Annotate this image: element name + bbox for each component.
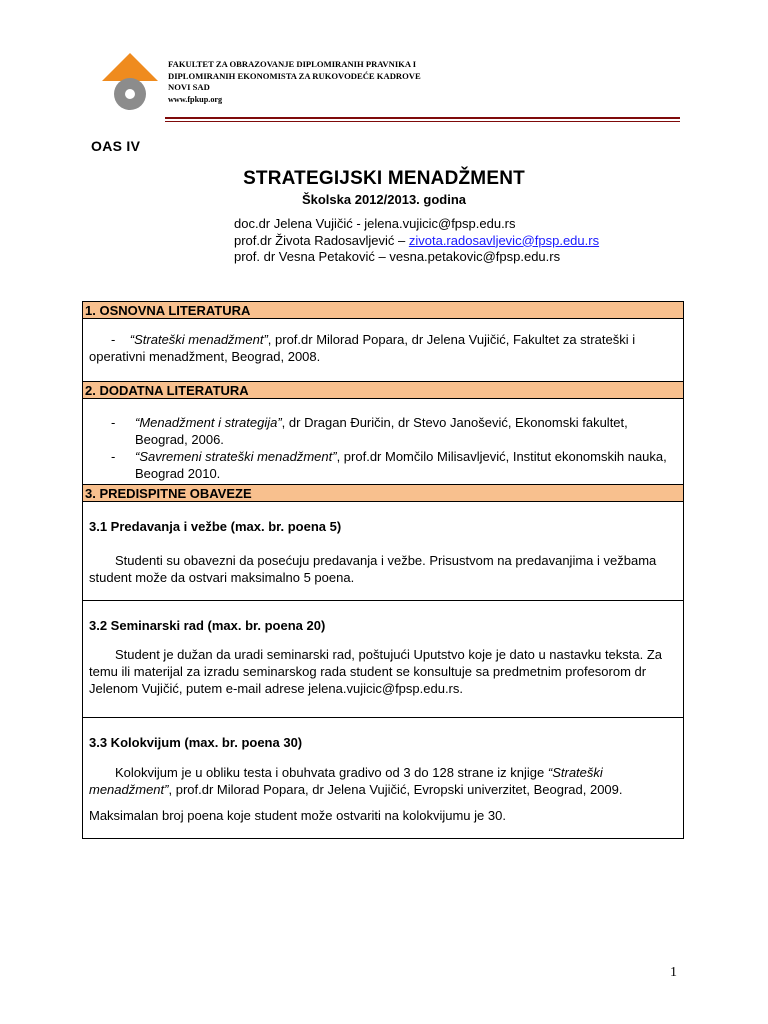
book-details: , dr Dragan Đuričin, dr Stevo Janošević, Ekonomski fakultet, Beograd, 2006. <box>135 415 628 447</box>
document-header <box>100 52 690 122</box>
subsection-3-3 <box>83 718 683 838</box>
author-3: prof. dr Vesna Petaković – vesna.petakovic@fpsp.edu.rs <box>234 249 561 264</box>
page-number: 1 <box>670 965 677 980</box>
list-dash: - <box>111 449 116 464</box>
list-dash: - <box>111 332 116 347</box>
author-2-name: prof.dr Života Radosavljević – <box>234 232 409 248</box>
literature-item <box>83 414 683 448</box>
subsection-3-3-max-points: Maksimalan broj poena koje student može ostvariti na kolokvijumu je 30. <box>89 808 506 823</box>
author-2-email-link[interactable]: zivota.radosavljevic@fpsp.edu.rs <box>408 232 600 248</box>
author-2 <box>234 233 599 250</box>
authors-list <box>234 216 599 266</box>
literature-item <box>89 331 673 365</box>
logo-triangle <box>102 53 158 81</box>
course-title: STRATEGIJSKI MENADŽMENT <box>243 168 525 189</box>
section-2-heading: 2. DODATNA LITERATURA <box>83 382 683 399</box>
subsection-3-2-text: Student je dužan da uradi seminarski rad, poštujući Uputstvo koje je dato u nastavku teksta. Za temu ili materijal za izradu seminarskog rada student se konsultuje sa predmetnim profesorom dr Jelenom Vujičić, putem e-mail adrese jelena.vujicic@fpsp.edu.rs. <box>89 647 663 696</box>
subsection-3-1-text: Studenti su obavezni da posećuju predavanja i vežbe. Prisustvom na predavanjima i vežbama student može da ostvari maksimalno 5 poena. <box>89 553 657 585</box>
text-before-book: Kolokvijum je u obliku testa i obuhvata gradivo od 3 do 128 strane iz knjige <box>115 765 548 780</box>
section-3-heading: 3. PREDISPITNE OBAVEZE <box>83 485 683 502</box>
header-rule-thick <box>165 117 680 119</box>
book-title: “Strateški menadžment” <box>129 332 268 347</box>
author-1: doc.dr Jelena Vujičić - jelena.vujicic@fpsp.edu.rs <box>234 216 516 231</box>
institution-line-1: FAKULTET ZA OBRAZOVANJE DIPLOMIRANIH PRAVNIKA I <box>168 59 417 69</box>
literature-item <box>83 448 683 482</box>
book-details: , prof.dr Milorad Popara, dr Jelena Vujičić, Fakultet za strateški i operativni menadžment, Beograd, 2008. <box>89 332 636 364</box>
institution-line-2: DIPLOMIRANIH EKONOMISTA ZA RUKOVODEĆE KADROVE <box>168 70 421 81</box>
institution-line-3: NOVI SAD <box>168 82 210 92</box>
subsection-3-2 <box>83 601 683 718</box>
section-1-body <box>83 319 683 382</box>
logo-hole <box>125 89 135 99</box>
subsection-3-2-title: 3.2 Seminarski rad (max. br. poena 20) <box>89 618 326 633</box>
course-level: OAS IV <box>91 138 141 154</box>
section-1-heading: 1. OSNOVNA LITERATURA <box>83 302 683 319</box>
subsection-3-1-title: 3.1 Predavanja i vežbe (max. br. poena 5) <box>89 519 342 534</box>
subsection-3-3-text <box>83 751 683 798</box>
faculty-logo-icon <box>100 52 160 112</box>
section-2-body <box>83 399 683 485</box>
institution-name <box>168 59 421 105</box>
institution-website[interactable]: www.fpkup.org <box>168 94 223 104</box>
syllabus-table <box>82 301 684 839</box>
school-year: Školska 2012/2013. godina <box>301 192 467 207</box>
book-details: , prof.dr Milorad Popara, dr Jelena Vujičić, Evropski univerzitet, Beograd, 2009. <box>168 782 623 797</box>
list-dash: - <box>111 415 116 430</box>
book-details: , prof.dr Momčilo Milisavljević, Institut ekonomskih nauka, Beograd 2010. <box>135 449 667 481</box>
subsection-3-3-title: 3.3 Kolokvijum (max. br. poena 30) <box>89 735 303 750</box>
subsection-3-1 <box>83 502 683 601</box>
book-title: “Menadžment i strategija” <box>135 415 282 430</box>
header-rule-thin <box>165 121 680 122</box>
book-title: “Strateški menadžment” <box>89 765 603 797</box>
book-title: “Savremeni strateški menadžment” <box>135 449 337 464</box>
